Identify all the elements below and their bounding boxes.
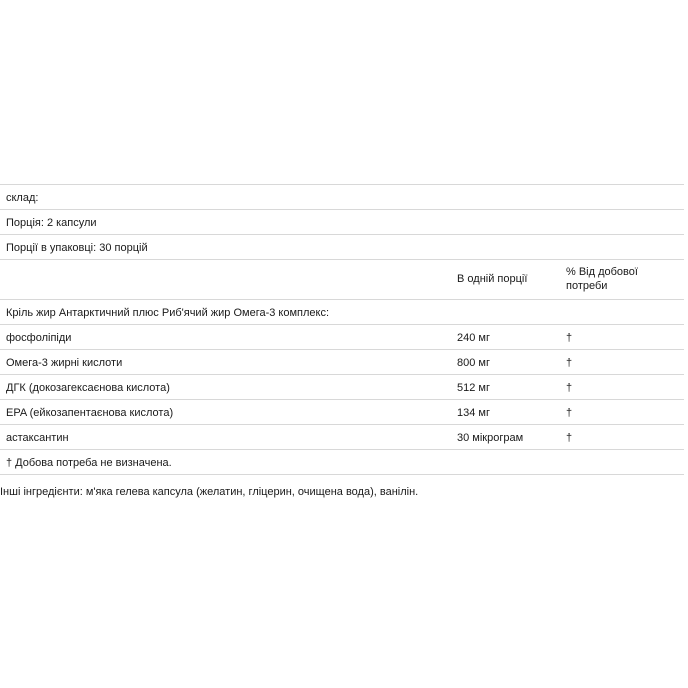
ingredient-amount: 134 мг <box>457 407 490 419</box>
table-row <box>0 400 684 425</box>
ingredient-name: EPA (ейкозапентаєнова кислота) <box>6 407 174 419</box>
servings-per-container: Порції в упаковці: 30 порцій <box>6 242 148 254</box>
blend-name-row <box>0 300 684 325</box>
serving-size-row <box>0 210 684 235</box>
ingredient-daily-value: † <box>566 332 573 344</box>
ingredient-name: Омега-3 жирні кислоти <box>6 357 123 369</box>
column-header-daily-value: % Від добової потреби <box>566 266 638 292</box>
ingredient-amount: 512 мг <box>457 382 490 394</box>
supplement-facts-table <box>0 184 684 475</box>
ingredient-daily-value: † <box>566 432 573 444</box>
ingredient-daily-value: † <box>566 407 573 419</box>
facts-heading: склад: <box>6 192 39 204</box>
ingredient-name: фосфоліпіди <box>6 332 72 344</box>
ingredient-amount: 30 мікрограм <box>457 432 524 444</box>
blend-name: Кріль жир Антарктичний плюс Риб'ячий жир Омега-3 комплекс: <box>6 307 330 319</box>
column-header-amount: В одній порції <box>457 273 528 285</box>
servings-per-container-row <box>0 235 684 260</box>
facts-heading-row <box>0 185 684 210</box>
ingredient-daily-value: † <box>566 357 573 369</box>
ingredient-amount: 240 мг <box>457 332 490 344</box>
other-ingredients: Інші інгредієнти: м'яка гелева капсула (желатин, гліцерин, очищена вода), ванілін. <box>0 486 419 498</box>
daily-value-footnote: † Добова потреба не визначена. <box>6 457 172 469</box>
column-header-row <box>0 260 684 300</box>
ingredient-name: астаксантин <box>6 432 69 444</box>
table-row <box>0 325 684 350</box>
ingredient-daily-value: † <box>566 382 573 394</box>
serving-size: Порція: 2 капсули <box>6 217 97 229</box>
ingredient-amount: 800 мг <box>457 357 490 369</box>
table-row <box>0 350 684 375</box>
ingredient-name: ДГК (докозагексаєнова кислота) <box>6 382 170 394</box>
footnote-row <box>0 450 684 475</box>
table-row <box>0 425 684 450</box>
table-row <box>0 375 684 400</box>
